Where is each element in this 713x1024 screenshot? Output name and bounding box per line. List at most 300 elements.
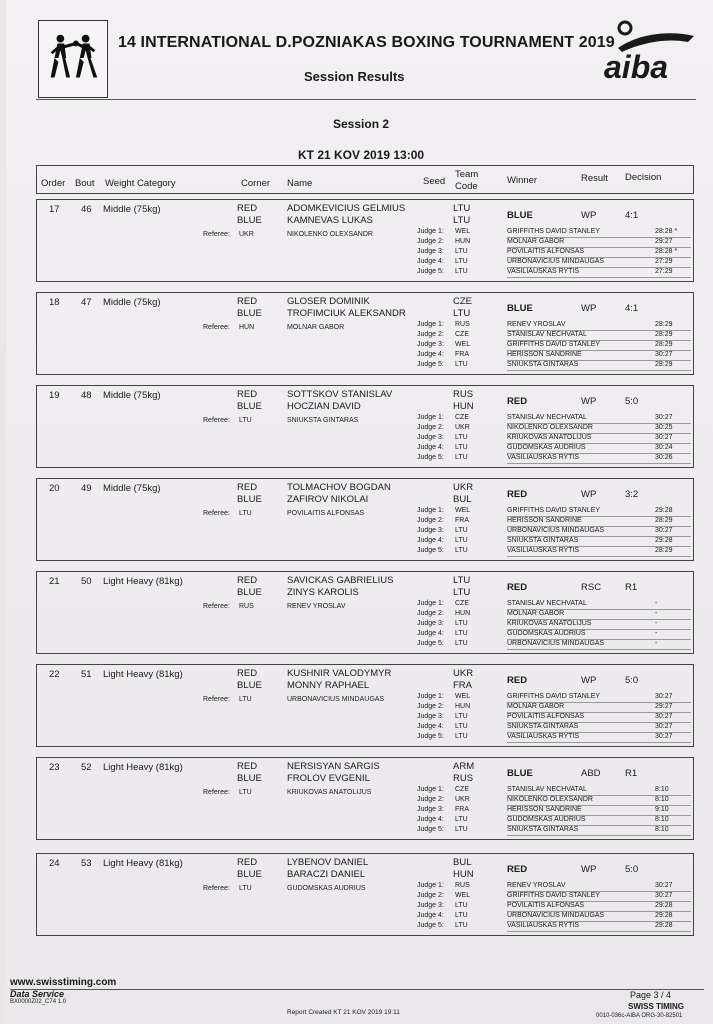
judge-nationality: LTU [455, 902, 468, 909]
judge-label: Judge 4: [417, 723, 444, 730]
judge-name: RENEV YROSLAV [507, 321, 566, 328]
red-corner-label: RED [237, 203, 258, 214]
judge-label: Judge 5: [417, 640, 444, 647]
blue-team-code: LTU [453, 308, 471, 319]
judge-score: 27:29 [655, 258, 673, 265]
judge-score: 30:27 [655, 882, 673, 889]
judge-label: Judge 4: [417, 351, 444, 358]
judge-nationality: HUN [455, 610, 471, 617]
winner-corner: RED [507, 396, 528, 407]
referee-nationality: LTU [239, 510, 252, 517]
judge-name: POVILAITIS ALFONSAS [507, 713, 585, 720]
judge-nationality: WEL [455, 341, 471, 348]
winner-corner: RED [507, 675, 528, 686]
blue-corner-label: BLUE [237, 869, 262, 880]
judge-label: Judge 3: [417, 434, 444, 441]
red-boxer-name: SAVICKAS GABRIELIUS [287, 575, 394, 586]
result-type: RSC [581, 582, 602, 593]
judge-name: STANISLAV NECHVATAL [507, 331, 587, 338]
referee-name: URBONAVICIUS MINDAUGAS [287, 696, 385, 703]
bout-order: 22 [49, 669, 60, 680]
bout-order: 21 [49, 576, 60, 587]
judge-label: Judge 1: [417, 321, 444, 328]
decision-value: 5:0 [625, 675, 639, 686]
judge-label: Judge 4: [417, 258, 444, 265]
result-type: WP [581, 489, 597, 500]
judge-name: RENEV YROSLAV [507, 882, 566, 889]
judge-nationality: UKR [455, 424, 470, 431]
judge-nationality: LTU [455, 248, 468, 255]
judge-label: Judge 4: [417, 537, 444, 544]
referee-nationality: LTU [239, 696, 252, 703]
judge-label: Judge 4: [417, 816, 444, 823]
judge-label: Judge 5: [417, 826, 444, 833]
judge-label: Judge 5: [417, 454, 444, 461]
judge-label: Judge 2: [417, 331, 444, 338]
weight-category: Middle (75kg) [103, 390, 161, 401]
bout-number: 51 [81, 669, 92, 680]
judge-row-rule [507, 931, 691, 932]
judge-name: URBONAVICIUS MINDAUGAS [507, 640, 605, 647]
header-rule [36, 99, 696, 100]
judge-score: 8:10 [655, 816, 669, 823]
blue-team-code: BUL [453, 494, 472, 505]
weight-category: Middle (75kg) [103, 483, 161, 494]
judge-name: SNIUKSTA GINTARAS [507, 537, 579, 544]
judge-label: Judge 5: [417, 268, 444, 275]
blue-team-code: FRA [453, 680, 472, 691]
judge-score: 28:28 * [655, 248, 678, 255]
judge-row-rule [507, 742, 691, 743]
judge-score: 30:24 [655, 444, 673, 451]
judge-score: 30:26 [655, 454, 673, 461]
judge-score: 28:29 [655, 517, 673, 524]
judge-name: HERISSON SANDRINE [507, 806, 582, 813]
red-corner-label: RED [237, 296, 258, 307]
referee-nationality: UKR [239, 231, 254, 238]
judge-nationality: FRA [455, 351, 469, 358]
judge-score: 30:27 [655, 723, 673, 730]
red-team-code: UKR [453, 482, 474, 493]
bout-order: 23 [49, 762, 60, 773]
judge-nationality: WEL [455, 892, 471, 899]
blue-boxer-name: ZINYS KAROLIS [287, 587, 359, 598]
judge-nationality: UKR [455, 796, 470, 803]
col-seed: Seed [423, 176, 446, 187]
referee-name: KRIUKOVAS ANATOLIJUS [287, 789, 372, 796]
blue-boxer-name: HOCZIAN DAVID [287, 401, 361, 412]
judge-nationality: WEL [455, 507, 471, 514]
judge-row-rule [507, 649, 691, 650]
red-boxer-name: GLOSER DOMINIK [287, 296, 370, 307]
judge-label: Judge 5: [417, 922, 444, 929]
footer-rule [10, 989, 704, 990]
judge-name: VASILIAUSKAS RYTIS [507, 454, 580, 461]
blue-team-code: HUN [453, 869, 474, 880]
winner-corner: RED [507, 489, 528, 500]
judge-name: GRIFFITHS DAVID STANLEY [507, 507, 601, 514]
col-corner: Corner [241, 178, 271, 189]
red-boxer-name: NERSISYAN SARGIS [287, 761, 380, 772]
blue-boxer-name: KAMNEVAS LUKAS [287, 215, 373, 226]
judge-label: Judge 3: [417, 527, 444, 534]
judge-name: GUDOMSKAS AUDRIUS [507, 444, 586, 451]
judge-name: HERISSON SANDRINE [507, 351, 582, 358]
judge-row-rule [507, 277, 691, 278]
winner-corner: BLUE [507, 303, 533, 314]
winner-corner: RED [507, 864, 528, 875]
bout-order: 18 [49, 297, 60, 308]
session-name: Session 2 [333, 117, 390, 131]
red-boxer-name: LYBENOV DANIEL [287, 857, 369, 868]
judge-label: Judge 1: [417, 882, 444, 889]
judge-name: VASILIAUSKAS RYTIS [507, 268, 580, 275]
judge-score: 29:28 [655, 922, 673, 929]
judge-name: POVILAITIS ALFONSAS [507, 902, 585, 909]
blue-corner-label: BLUE [237, 773, 262, 784]
boxers-logo [38, 20, 108, 98]
judge-score: 29:27 [655, 238, 673, 245]
judge-score: 30:27 [655, 414, 673, 421]
judge-name: URBONAVICIUS MINDAUGAS [507, 258, 605, 265]
judge-row-rule [507, 463, 691, 464]
blue-boxer-name: FROLOV EVGENIL [287, 773, 370, 784]
result-type: WP [581, 396, 597, 407]
judge-name: SNIUKSTA GINTARAS [507, 826, 579, 833]
referee-label: Referee: [203, 696, 230, 703]
judge-score: 8:10 [655, 796, 669, 803]
blue-team-code: HUN [453, 401, 474, 412]
col-order: Order [41, 178, 66, 189]
judge-score: 28:29 [655, 331, 673, 338]
col-weight: Weight Category [105, 178, 176, 189]
footer-data-service: Data Service [10, 989, 65, 999]
judge-score: 30:27 [655, 693, 673, 700]
judge-name: MOLNAR GABOR [507, 238, 565, 245]
session-datetime: KT 21 KOV 2019 13:00 [298, 148, 425, 162]
judge-nationality: WEL [455, 693, 471, 700]
judge-score: 28:29 [655, 321, 673, 328]
col-decision: Decision [625, 172, 662, 183]
bout-number: 49 [81, 483, 92, 494]
judge-nationality: CZE [455, 600, 469, 607]
bout-block [36, 292, 694, 375]
footer-brand: SWISS TIMING [628, 1002, 684, 1011]
red-team-code: UKR [453, 668, 474, 679]
referee-nationality: LTU [239, 789, 252, 796]
bout-number: 53 [81, 858, 92, 869]
judge-score: 28:28 * [655, 228, 678, 235]
decision-value: 5:0 [625, 864, 639, 875]
judge-name: GRIFFITHS DAVID STANLEY [507, 892, 601, 899]
referee-nationality: LTU [239, 417, 252, 424]
result-type: WP [581, 210, 597, 221]
winner-corner: BLUE [507, 210, 533, 221]
judge-name: SNIUKSTA GINTARAS [507, 723, 579, 730]
judge-score: 30:25 [655, 424, 673, 431]
aiba-wordmark: aiba [604, 49, 669, 85]
judge-score: 30:27 [655, 351, 673, 358]
red-team-code: CZE [453, 296, 472, 307]
judge-label: Judge 3: [417, 902, 444, 909]
judge-label: Judge 3: [417, 620, 444, 627]
judge-nationality: LTU [455, 454, 468, 461]
blue-team-code: LTU [453, 587, 471, 598]
referee-label: Referee: [203, 324, 230, 331]
judge-label: Judge 1: [417, 414, 444, 421]
decision-value: R1 [625, 768, 638, 779]
bout-number: 47 [81, 297, 92, 308]
red-boxer-name: KUSHNIR VALODYMYR [287, 668, 392, 679]
footer-report-created: Report Created KT 21 KOV 2019 19:11 [287, 1009, 400, 1016]
col-result: Result [581, 173, 608, 184]
judge-name: STANISLAV NECHVATAL [507, 786, 587, 793]
referee-label: Referee: [203, 231, 230, 238]
blue-corner-label: BLUE [237, 680, 262, 691]
judge-nationality: CZE [455, 786, 469, 793]
judge-name: GRIFFITHS DAVID STANLEY [507, 341, 601, 348]
bout-order: 19 [49, 390, 60, 401]
bout-order: 20 [49, 483, 60, 494]
judge-score: 30:27 [655, 527, 673, 534]
judge-score: 30:27 [655, 434, 673, 441]
judge-row-rule [507, 370, 691, 371]
referee-label: Referee: [203, 510, 230, 517]
judge-score: 29:28 [655, 912, 673, 919]
judge-name: MOLNAR GABOR [507, 703, 565, 710]
decision-value: 5:0 [625, 396, 639, 407]
referee-name: GUDOMSKAS AUDRIUS [287, 885, 366, 892]
red-boxer-name: ADOMKEVICIUS GELMIUS [287, 203, 406, 214]
judge-nationality: LTU [455, 816, 468, 823]
bout-number: 50 [81, 576, 92, 587]
judge-label: Judge 1: [417, 786, 444, 793]
judge-name: VASILIAUSKAS RYTIS [507, 733, 580, 740]
judge-label: Judge 5: [417, 361, 444, 368]
judge-nationality: HUN [455, 238, 471, 245]
col-team-line1: Team [455, 169, 479, 180]
judge-nationality: LTU [455, 640, 468, 647]
judge-score: 28:29 [655, 341, 673, 348]
col-name: Name [287, 178, 313, 189]
judge-nationality: LTU [455, 547, 468, 554]
judge-nationality: HUN [455, 703, 471, 710]
referee-nationality: HUN [239, 324, 255, 331]
blue-boxer-name: TROFIMCIUK ALEKSANDR [287, 308, 406, 319]
judge-name: VASILIAUSKAS RYTIS [507, 547, 580, 554]
col-winner: Winner [507, 175, 538, 186]
blue-corner-label: BLUE [237, 308, 262, 319]
red-corner-label: RED [237, 668, 258, 679]
bout-block [36, 385, 694, 468]
weight-category: Light Heavy (81kg) [103, 576, 183, 587]
red-team-code: RUS [453, 389, 474, 400]
weight-category: Middle (75kg) [103, 297, 161, 308]
tournament-title: 14 INTERNATIONAL D.POZNIAKAS BOXING TOURNAMENT 2019 [118, 34, 615, 51]
judge-nationality: LTU [455, 444, 468, 451]
judge-name: NIKOLENKO OLEXSANDR [507, 424, 593, 431]
judge-label: Judge 2: [417, 424, 444, 431]
judge-name: POVILAITIS ALFONSAS [507, 248, 585, 255]
judge-label: Judge 2: [417, 610, 444, 617]
judge-label: Judge 3: [417, 713, 444, 720]
bout-block [36, 664, 694, 747]
judge-name: SNIUKSTA GINTARAS [507, 361, 579, 368]
column-header [36, 165, 694, 194]
judge-name: URBONAVICIUS MINDAUGAS [507, 912, 605, 919]
red-team-code: LTU [453, 203, 471, 214]
bout-number: 48 [81, 390, 92, 401]
judge-nationality: LTU [455, 537, 468, 544]
aiba-logo-icon [598, 16, 698, 86]
judge-name: URBONAVICIUS MINDAUGAS [507, 527, 605, 534]
referee-label: Referee: [203, 603, 230, 610]
result-type: WP [581, 864, 597, 875]
judge-label: Judge 3: [417, 248, 444, 255]
judge-nationality: WEL [455, 228, 471, 235]
bout-block [36, 853, 694, 936]
judge-label: Judge 4: [417, 630, 444, 637]
judge-score: 27:29 [655, 268, 673, 275]
judge-name: STANISLAV NECHVATAL [507, 414, 587, 421]
referee-name: SNIUKSTA GINTARAS [287, 417, 359, 424]
footer-ref-code: 0010-036c-AIBA ORG-30-82501 [596, 1013, 683, 1019]
footer-page-number: Page 3 / 4 [630, 990, 672, 1000]
judge-nationality: RUS [455, 321, 470, 328]
judge-label: Judge 4: [417, 444, 444, 451]
judge-label: Judge 4: [417, 912, 444, 919]
bout-number: 52 [81, 762, 92, 773]
result-type: WP [581, 675, 597, 686]
bout-block [36, 571, 694, 654]
decision-value: 4:1 [625, 210, 639, 221]
judge-nationality: LTU [455, 258, 468, 265]
boxers-icon [39, 21, 107, 97]
red-corner-label: RED [237, 761, 258, 772]
result-type: WP [581, 303, 597, 314]
blue-boxer-name: MONNY RAPHAEL [287, 680, 370, 691]
judge-nationality: LTU [455, 620, 468, 627]
bout-block [36, 757, 694, 840]
bout-number: 46 [81, 204, 92, 215]
judge-name: GUDOMSKAS AUDRIUS [507, 816, 586, 823]
judge-score: 8:10 [655, 826, 669, 833]
judge-nationality: LTU [455, 268, 468, 275]
referee-name: RENEV YROSLAV [287, 603, 346, 610]
red-team-code: LTU [453, 575, 471, 586]
judge-label: Judge 5: [417, 547, 444, 554]
results-sheet [6, 0, 713, 1024]
red-corner-label: RED [237, 575, 258, 586]
blue-boxer-name: BARACZI DANIEL [287, 869, 366, 880]
judge-score: - [655, 610, 658, 617]
bout-order: 24 [49, 858, 60, 869]
judge-name: KRIUKOVAS ANATOLIJUS [507, 620, 592, 627]
red-team-code: ARM [453, 761, 475, 772]
judge-label: Judge 5: [417, 733, 444, 740]
decision-value: 4:1 [625, 303, 639, 314]
judge-score: 28:29 [655, 547, 673, 554]
weight-category: Light Heavy (81kg) [103, 762, 183, 773]
winner-corner: RED [507, 582, 528, 593]
judge-name: MOLNAR GABOR [507, 610, 565, 617]
judge-score: 30:27 [655, 892, 673, 899]
blue-corner-label: BLUE [237, 587, 262, 598]
judge-nationality: LTU [455, 826, 468, 833]
judge-name: GUDOMSKAS AUDRIUS [507, 630, 586, 637]
blue-corner-label: BLUE [237, 401, 262, 412]
referee-nationality: LTU [239, 885, 252, 892]
judge-label: Judge 2: [417, 703, 444, 710]
referee-label: Referee: [203, 789, 230, 796]
result-type: ABD [581, 768, 601, 779]
judge-nationality: RUS [455, 882, 470, 889]
judge-nationality: LTU [455, 912, 468, 919]
referee-name: NIKOLENKO OLEXSANDR [287, 231, 373, 238]
judge-name: VASILIAUSKAS RYTIS [507, 922, 580, 929]
judge-nationality: CZE [455, 414, 469, 421]
red-corner-label: RED [237, 482, 258, 493]
decision-value: 3:2 [625, 489, 639, 500]
red-boxer-name: TOLMACHOV BOGDAN [287, 482, 391, 493]
judge-name: KRIUKOVAS ANATOLIJUS [507, 434, 592, 441]
referee-name: POVILAITIS ALFONSAS [287, 510, 365, 517]
judge-name: STANISLAV NECHVATAL [507, 600, 587, 607]
judge-name: NIKOLENKO OLEXSANDR [507, 796, 593, 803]
report-subtitle: Session Results [304, 69, 405, 84]
winner-corner: BLUE [507, 768, 533, 779]
judge-nationality: LTU [455, 922, 468, 929]
judge-score: 29:28 [655, 537, 673, 544]
judge-score: 28:29 [655, 361, 673, 368]
judge-score: 29:27 [655, 703, 673, 710]
red-team-code: BUL [453, 857, 472, 868]
judge-name: GRIFFITHS DAVID STANLEY [507, 228, 601, 235]
weight-category: Light Heavy (81kg) [103, 669, 183, 680]
judge-nationality: FRA [455, 806, 469, 813]
judge-label: Judge 1: [417, 693, 444, 700]
red-corner-label: RED [237, 389, 258, 400]
judge-nationality: FRA [455, 517, 469, 524]
judge-score: 29:28 [655, 902, 673, 909]
red-corner-label: RED [237, 857, 258, 868]
judge-nationality: LTU [455, 733, 468, 740]
judge-nationality: LTU [455, 361, 468, 368]
bout-block [36, 199, 694, 282]
bout-order: 17 [49, 204, 60, 215]
judge-score: 8:10 [655, 786, 669, 793]
judge-nationality: LTU [455, 630, 468, 637]
red-boxer-name: SOTTSKOV STANISLAV [287, 389, 393, 400]
judge-label: Judge 3: [417, 806, 444, 813]
col-bout: Bout [75, 178, 95, 189]
judge-label: Judge 3: [417, 341, 444, 348]
judge-score: 9:10 [655, 806, 669, 813]
referee-name: MOLNAR GABOR [287, 324, 345, 331]
judge-nationality: LTU [455, 713, 468, 720]
judge-label: Judge 2: [417, 517, 444, 524]
judge-label: Judge 2: [417, 238, 444, 245]
referee-nationality: RUS [239, 603, 254, 610]
judge-nationality: CZE [455, 331, 469, 338]
judge-label: Judge 1: [417, 600, 444, 607]
judge-label: Judge 1: [417, 228, 444, 235]
judge-score: 30:27 [655, 713, 673, 720]
bout-block [36, 478, 694, 561]
aiba-logo [598, 16, 698, 86]
blue-corner-label: BLUE [237, 494, 262, 505]
weight-category: Light Heavy (81kg) [103, 858, 183, 869]
